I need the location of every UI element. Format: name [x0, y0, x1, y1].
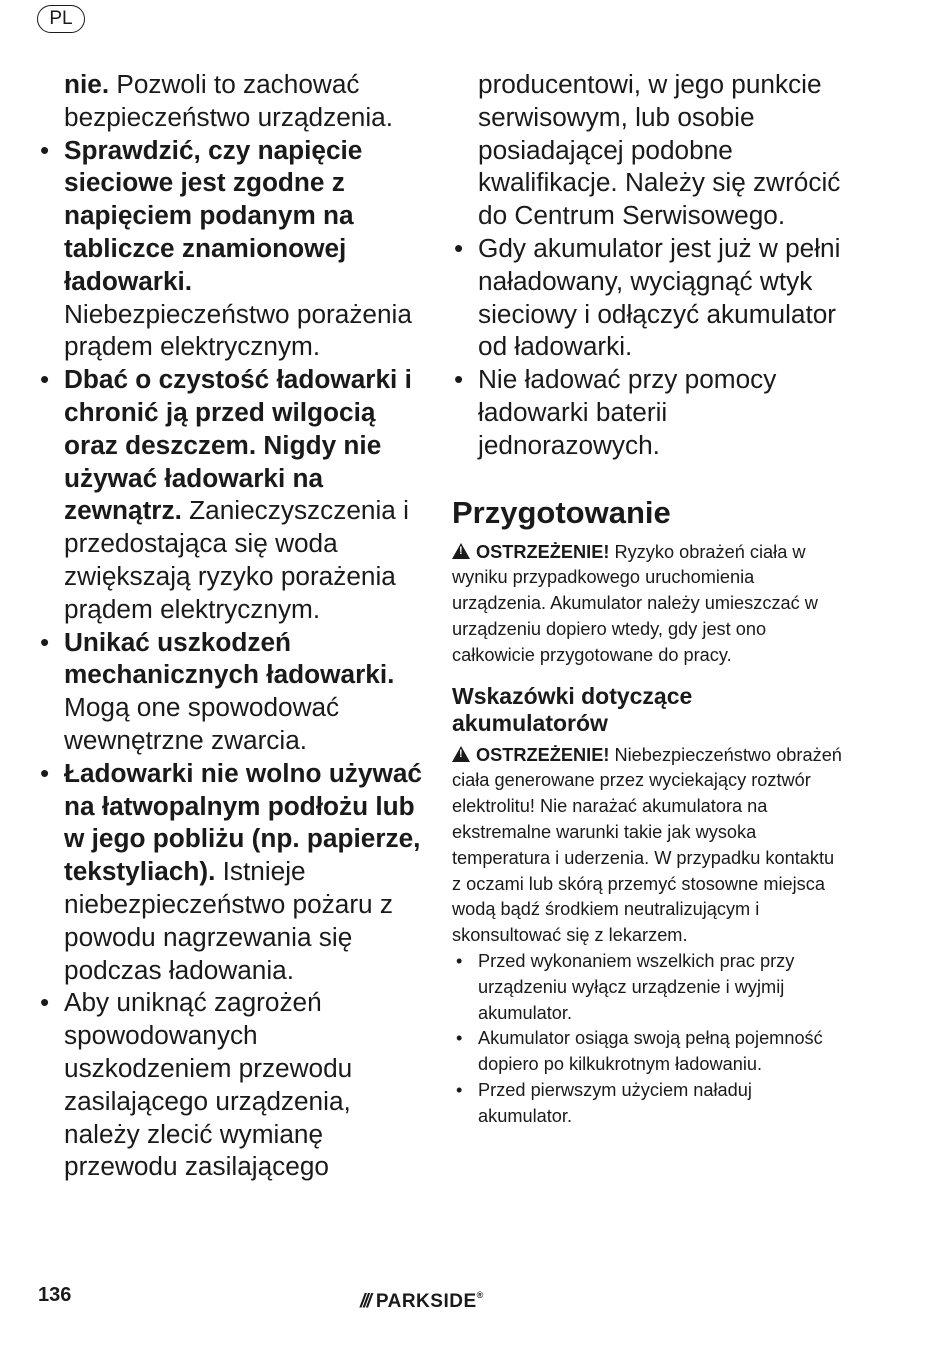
list-item: • Przed pierwszym użyciem naładuj akumulator. — [452, 1078, 842, 1130]
intro-paragraph — [38, 68, 423, 134]
list-item-text: Istnieje niebezpieczeństwo pożaru z powodu nagrzewania się podczas ładowania. — [64, 856, 393, 985]
warning-icon — [452, 543, 470, 559]
language-badge: PL — [37, 5, 85, 33]
list-item-text: Mogą one spowodować wewnętrzne zwarcia. — [64, 692, 340, 755]
list-item-text: Niebezpieczeństwo porażenia prądem elektrycznym. — [64, 298, 412, 362]
list-item — [38, 626, 423, 757]
intro-text: Pozwoli to zachować bezpieczeństwo urządzenia. — [64, 69, 393, 132]
continuation-paragraph: producentowi, w jego punkcie serwisowym, lub osobie posiadającej podobne kwalifikacje. Należy się zwrócić do Centrum Serwisowego. — [478, 69, 841, 231]
brand-name: PARKSIDE — [375, 1291, 477, 1312]
page-number: 136 — [38, 1284, 72, 1306]
list-item-text: Aby uniknąć zagrożeń spowodowanych uszkodzeniem przewodu zasilającego urządzenia, należy zlecić wymianę przewodu zasilającego — [64, 987, 353, 1182]
list-item: • Nie ładować przy pomocy ładowarki baterii jednorazowych. — [452, 363, 842, 461]
list-item-bold: Unikać uszkodzeń mechanicznych ładowarki. — [64, 626, 395, 690]
list-item-bold: Dbać o czystość ładowarki i chronić ją przed wilgocią oraz deszczem. Nigdy nie używać ładowarki na zewnątrz. — [64, 364, 412, 526]
right-column — [452, 68, 842, 1130]
section-title: Przygotowanie — [452, 494, 671, 530]
list-item — [38, 757, 423, 987]
warning-label: OSTRZEŻENIE! — [476, 541, 610, 562]
list-item: • Akumulator osiąga swoją pełną pojemność dopiero po kilkukrotnym ładowaniu. — [452, 1026, 842, 1078]
list-item — [38, 363, 423, 625]
warning-label: OSTRZEŻENIE! — [476, 744, 610, 765]
left-column — [38, 68, 423, 1183]
warning-text: Niebezpieczeństwo obrażeń ciała generowane przez wyciekający roztwór elektrolitu! Nie narażać akumulatora na ekstremalne warunki takie jak wysoka temperatura i uderzenia. W przypadku kontaktu z oczami lub skórą przemyć stosowne miejsca wodą bądź środkiem neutralizującym i skonsultować się z lekarzem. — [452, 744, 842, 946]
list-item — [38, 134, 423, 364]
subsection-title: Wskazówki dotyczące akumulatorów — [452, 682, 693, 736]
registered-mark: ® — [476, 1290, 484, 1300]
list-item-bold: Sprawdzić, czy napięcie sieciowe jest zgodne z napięciem podanym na tabliczce znamionowej ładowarki. — [64, 134, 363, 296]
list-item: • Gdy akumulator jest już w pełni naładowany, wyciągnąć wtyk sieciowy i odłączyć akumulator od ładowarki. — [452, 232, 842, 363]
warning-icon — [452, 746, 470, 762]
list-item: • Przed wykonaniem wszelkich prac przy urządzeniu wyłącz urządzenie i wyjmij akumulator. — [452, 949, 842, 1026]
brand-logo — [360, 1290, 484, 1313]
list-item-bold: Ładowarki nie wolno używać na łatwopalnym podłożu lub w jego pobliżu (np. papierze, tekstyliach). — [64, 757, 422, 887]
intro-bold: nie. — [64, 69, 110, 99]
list-item — [38, 986, 423, 1183]
list-item-text: Zanieczyszczenia i przedostająca się woda zwiększają ryzyko porażenia prądem elektrycznym. — [64, 495, 409, 624]
brand-mark-icon: /// — [360, 1291, 370, 1312]
warning-paragraph — [452, 540, 842, 669]
warning-paragraph — [452, 743, 842, 949]
warning-text: Ryzyko obrażeń ciała w wyniku przypadkowego uruchomienia urządzenia. Akumulator należy umieszczać w urządzeniu dopiero wtedy, gdy jest ono całkowicie przygotowane do pracy. — [452, 541, 818, 665]
